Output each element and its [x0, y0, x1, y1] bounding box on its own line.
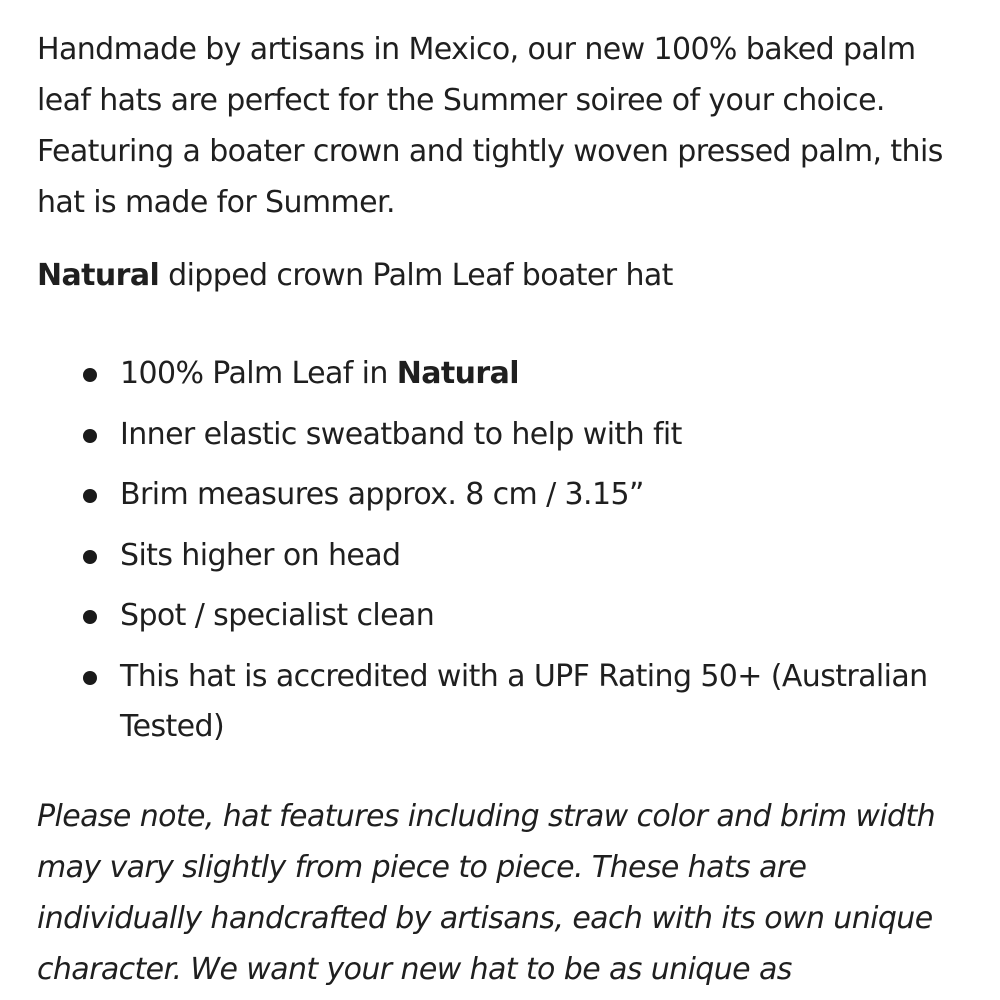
- bullet-icon: [83, 550, 97, 564]
- feature-text: 100% Palm Leaf in: [120, 356, 397, 391]
- bullet-icon: [83, 368, 97, 382]
- bullet-icon: [83, 671, 97, 685]
- feature-text: Spot / specialist clean: [120, 598, 435, 633]
- product-intro-text: Handmade by artisans in Mexico, our new 100% baked palm leaf hats are perfect for the Summer soiree of your choice. Featuring a boater crown and tightly woven pressed palm, this hat is made for Summer.: [37, 32, 943, 220]
- feature-text: Sits higher on head: [120, 537, 401, 573]
- feature-list-item: [37, 410, 970, 461]
- subtitle-color-name: Natural: [37, 258, 160, 293]
- feature-list: [37, 349, 970, 753]
- feature-list-item: [37, 652, 970, 753]
- feature-text: This hat is accredited with a UPF Rating 50+ (Australian Tested): [120, 658, 928, 744]
- feature-text: Inner elastic sweatband to help with fit: [120, 416, 682, 452]
- feature-text: Brim measures approx. 8 cm / 3.15”: [120, 477, 644, 512]
- feature-list-item: [37, 531, 970, 582]
- feature-list-item: [37, 591, 970, 642]
- feature-list-item: [37, 470, 970, 521]
- bullet-icon: [83, 489, 97, 503]
- bullet-icon: [83, 429, 97, 443]
- care-note: Please note, hat features including straw color and brim width may vary slightly from piece to piece. These hats are individually handcrafted by artisans, each with its own unique character. We want your new hat to be as unique as: [37, 798, 936, 987]
- product-subtitle: [37, 250, 970, 301]
- bullet-icon: [83, 610, 97, 624]
- feature-bold-text: Natural: [396, 356, 519, 391]
- feature-list-item: [37, 349, 970, 400]
- subtitle-text: dipped crown Palm Leaf boater hat: [159, 258, 673, 293]
